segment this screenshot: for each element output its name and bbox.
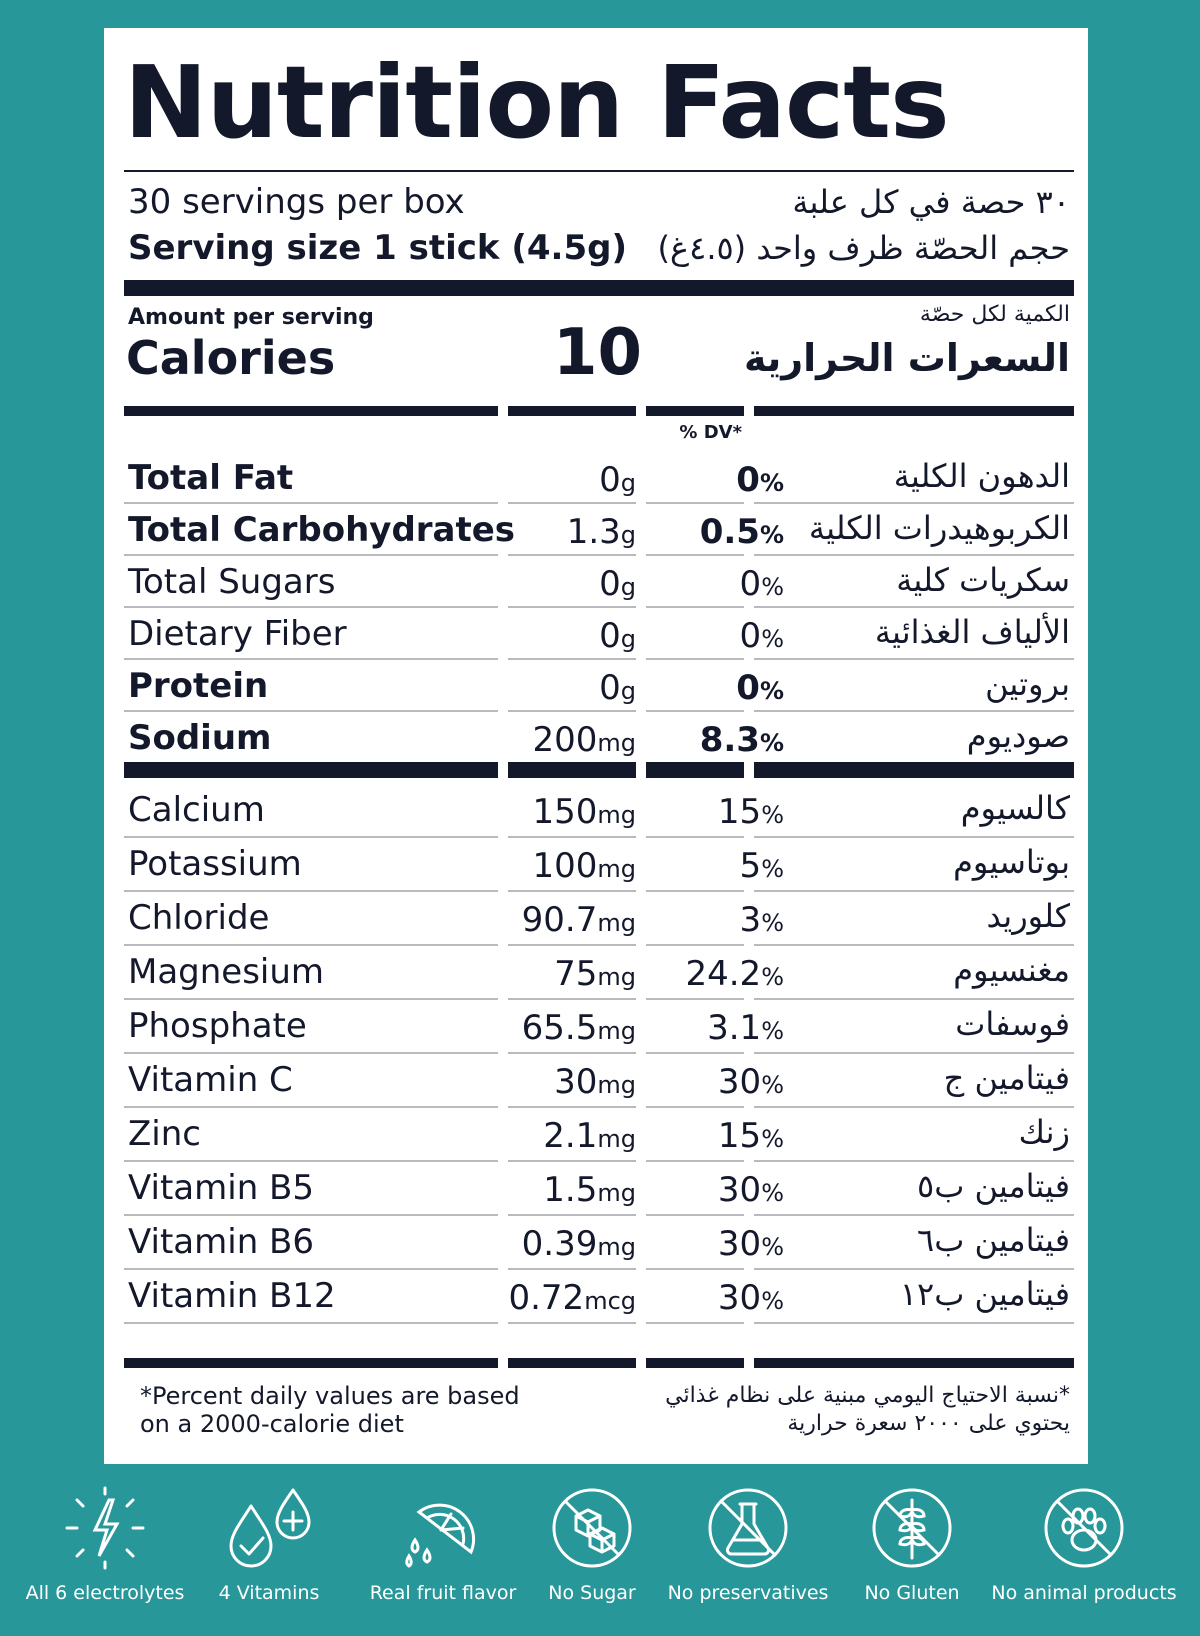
column-bar — [124, 406, 498, 416]
column-bar — [754, 762, 1074, 778]
nutrient-amount: 200mg — [532, 720, 636, 760]
serving-size-ar: حجم الحصّة ظرف واحد (٤.٥غ) — [657, 229, 1070, 267]
nutrient-name-ar: كالسيوم — [960, 789, 1070, 827]
nutrient-amount: 100mg — [532, 846, 636, 886]
feature-label: 4 Vitamins — [218, 1582, 320, 1604]
nutrient-dv: 30% — [717, 1224, 784, 1264]
table-row — [104, 892, 1088, 946]
nutrient-dv: 0% — [739, 616, 784, 656]
nutrient-name-ar: فيتامين ب٦ — [917, 1221, 1070, 1259]
nutrient-amount: 1.3g — [566, 512, 636, 552]
table-row — [104, 784, 1088, 838]
serving-size: Serving size 1 stick (4.5g) — [128, 228, 627, 268]
feature-label: No animal products — [991, 1582, 1177, 1604]
table-row — [104, 946, 1088, 1000]
feature-no-preservatives — [660, 1466, 836, 1604]
nutrient-amount: 1.5mg — [543, 1170, 636, 1210]
amount-per-serving-ar: الكمية لكل حصّة — [919, 302, 1070, 327]
nutrient-dv: 0% — [736, 460, 784, 500]
label-title: Nutrition Facts — [124, 44, 949, 161]
nutrient-name-ar: الدهون الكلية — [893, 457, 1070, 495]
column-bar — [508, 1358, 636, 1368]
feature-vitamins — [194, 1466, 344, 1604]
nutrient-name-ar: سكريات كلية — [896, 561, 1070, 599]
calories-label: Calories — [126, 331, 336, 385]
feature-label: No preservatives — [667, 1582, 829, 1604]
feature-fruit — [358, 1466, 528, 1604]
table-row — [104, 504, 1088, 556]
nutrient-amount: 0.72mcg — [508, 1278, 636, 1318]
nutrient-amount: 75mg — [554, 954, 636, 994]
nutrient-dv: 5% — [739, 846, 784, 886]
nutrient-name: Total Fat — [128, 458, 294, 498]
nutrient-dv: 24.2% — [685, 954, 784, 994]
nutrient-name-ar: كلوريد — [986, 897, 1070, 935]
nutrient-name: Magnesium — [128, 952, 325, 992]
table-row — [104, 556, 1088, 608]
nutrient-name: Chloride — [128, 898, 270, 938]
nutrient-amount: 90.7mg — [521, 900, 636, 940]
footnote-ar-line1: *نسبة الاحتياج اليومي مبنية على نظام غذائي — [665, 1383, 1070, 1408]
table-row — [104, 1054, 1088, 1108]
row-divider — [124, 1322, 498, 1324]
nutrient-name: Zinc — [128, 1114, 201, 1154]
nutrient-amount: 0.39mg — [521, 1224, 636, 1264]
droplets-check-plus-icon — [219, 1486, 319, 1570]
nutrient-dv: 0.5% — [699, 512, 784, 552]
footnote-en-line1: *Percent daily values are based — [140, 1382, 520, 1410]
row-divider — [646, 1322, 744, 1324]
nutrient-amount: 65.5mg — [521, 1008, 636, 1048]
table-row — [104, 838, 1088, 892]
nutrient-name-ar: فيتامين ب١٢ — [899, 1275, 1070, 1313]
nutrient-name: Vitamin B6 — [128, 1222, 315, 1262]
feature-label: All 6 electrolytes — [25, 1582, 185, 1604]
lightning-burst-icon — [63, 1486, 147, 1570]
no-paw-icon — [1042, 1486, 1126, 1570]
nutrition-label — [104, 28, 1088, 1464]
nutrient-amount: 0g — [599, 460, 636, 500]
nutrient-amount: 30mg — [554, 1062, 636, 1102]
title-divider — [124, 170, 1074, 172]
feature-no-animal-products — [986, 1466, 1182, 1604]
thick-divider — [124, 280, 1074, 296]
footnote-ar-line2: يحتوي على ٢٠٠٠ سعرة حرارية — [787, 1411, 1070, 1436]
nutrient-amount: 0g — [599, 564, 636, 604]
column-bar — [508, 406, 636, 416]
nutrient-dv: 3.1% — [707, 1008, 784, 1048]
feature-label: No Gluten — [864, 1582, 960, 1604]
nutrient-name: Potassium — [128, 844, 302, 884]
feature-electrolytes — [20, 1466, 190, 1604]
nutrient-dv: 30% — [717, 1278, 784, 1318]
amount-per-serving: Amount per serving — [128, 305, 374, 330]
footnote-en-line2: on a 2000-calorie diet — [140, 1410, 404, 1438]
feature-no-sugar — [532, 1466, 652, 1604]
column-bar — [754, 406, 1074, 416]
table-row — [104, 1000, 1088, 1054]
nutrient-name: Vitamin B5 — [128, 1168, 315, 1208]
table-row — [104, 1108, 1088, 1162]
nutrient-name: Vitamin C — [128, 1060, 293, 1100]
nutrient-name: Phosphate — [128, 1006, 307, 1046]
column-bar — [646, 1358, 744, 1368]
nutrient-name-ar: صوديوم — [966, 717, 1070, 755]
column-bar — [646, 406, 744, 416]
column-bar — [754, 1358, 1074, 1368]
nutrient-amount: 0g — [599, 616, 636, 656]
nutrient-name-ar: الكربوهيدرات الكلية — [808, 509, 1070, 547]
table-row — [104, 1162, 1088, 1216]
citrus-slice-icon — [401, 1486, 485, 1570]
nutrient-name-ar: زنك — [1018, 1113, 1070, 1151]
table-row — [104, 712, 1088, 764]
calories-value: 10 — [552, 316, 642, 390]
table-row — [104, 1270, 1088, 1324]
nutrient-name: Calcium — [128, 790, 265, 830]
row-divider — [754, 1322, 1074, 1324]
nutrient-dv: 15% — [717, 1116, 784, 1156]
feature-strip — [0, 1466, 1200, 1636]
nutrient-dv: 15% — [717, 792, 784, 832]
no-sugar-cubes-icon — [550, 1486, 634, 1570]
nutrient-name-ar: بروتين — [985, 665, 1070, 703]
servings-per-box: 30 servings per box — [128, 182, 465, 222]
dv-header: % DV* — [679, 422, 742, 443]
feature-label: No Sugar — [548, 1582, 636, 1604]
nutrient-name: Sodium — [128, 718, 272, 758]
nutrient-amount: 2.1mg — [543, 1116, 636, 1156]
no-flask-icon — [706, 1486, 790, 1570]
nutrient-dv: 8.3% — [699, 720, 784, 760]
nutrient-dv: 0% — [739, 564, 784, 604]
table-row — [104, 1216, 1088, 1270]
column-bar — [508, 762, 636, 778]
nutrient-name-ar: فيتامين ج — [943, 1059, 1070, 1097]
table-row — [104, 660, 1088, 712]
nutrient-name: Total Sugars — [128, 562, 336, 602]
column-bar — [124, 1358, 498, 1368]
nutrient-name: Total Carbohydrates — [128, 510, 516, 550]
nutrient-dv: 30% — [717, 1062, 784, 1102]
nutrient-name-ar: بوتاسيوم — [953, 843, 1070, 881]
nutrient-dv: 3% — [739, 900, 784, 940]
calories-label-ar: السعرات الحرارية — [743, 336, 1070, 380]
nutrient-amount: 0g — [599, 668, 636, 708]
nutrient-dv: 0% — [736, 668, 784, 708]
nutrient-name: Dietary Fiber — [128, 614, 347, 654]
nutrient-dv: 30% — [717, 1170, 784, 1210]
row-divider — [508, 1322, 636, 1324]
nutrient-name: Vitamin B12 — [128, 1276, 336, 1316]
column-bar — [646, 762, 744, 778]
nutrient-name-ar: فيتامين ب٥ — [917, 1167, 1070, 1205]
feature-label: Real fruit flavor — [369, 1582, 517, 1604]
servings-per-box-ar: ٣٠ حصة في كل علبة — [792, 183, 1070, 221]
column-bar — [124, 762, 498, 778]
nutrient-name-ar: فوسفات — [955, 1005, 1070, 1043]
table-row — [104, 608, 1088, 660]
nutrient-amount: 150mg — [532, 792, 636, 832]
feature-no-gluten — [850, 1466, 974, 1604]
no-wheat-icon — [870, 1486, 954, 1570]
table-row — [104, 452, 1088, 504]
nutrient-name: Protein — [128, 666, 269, 706]
nutrient-name-ar: مغنسيوم — [953, 951, 1070, 989]
nutrient-name-ar: الألياف الغذائية — [874, 613, 1070, 651]
